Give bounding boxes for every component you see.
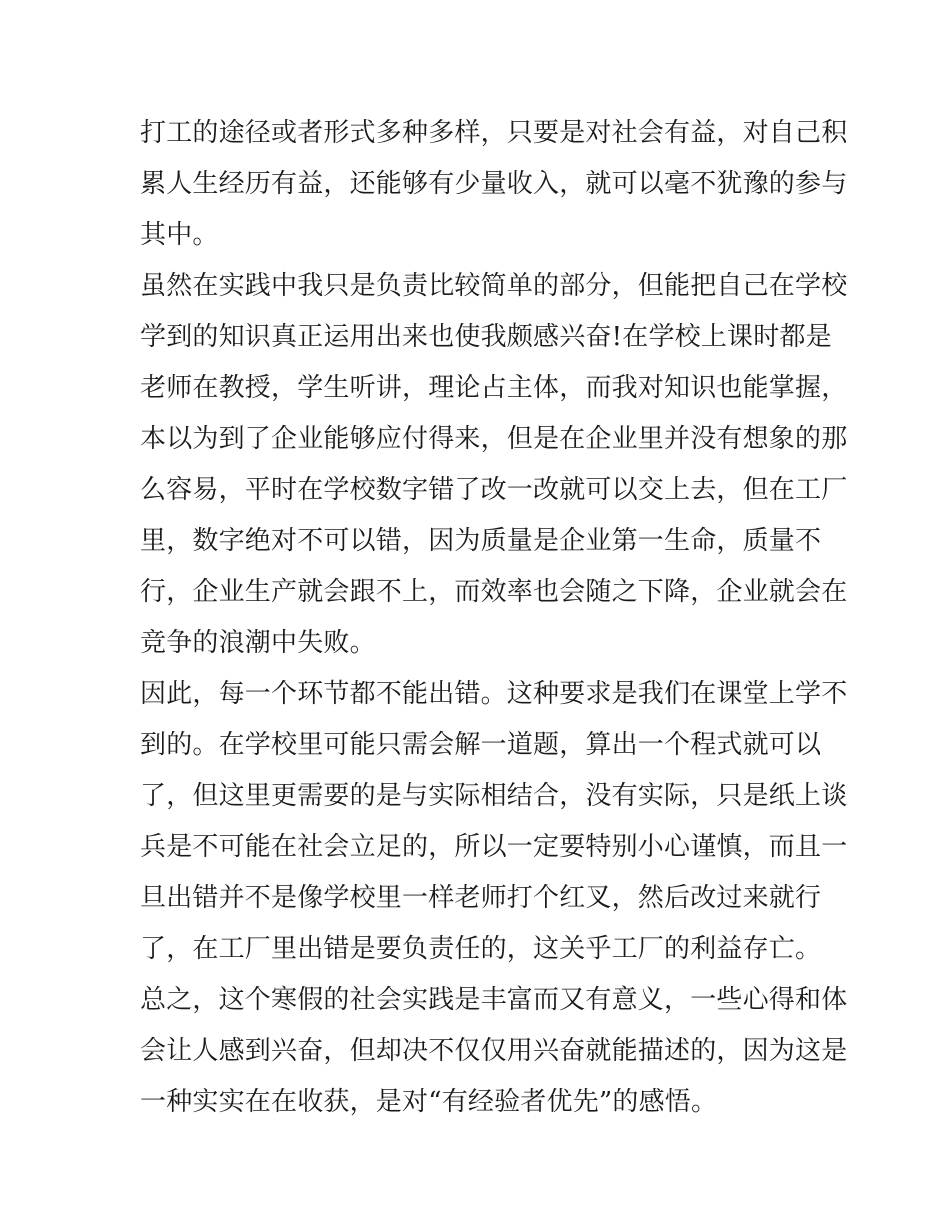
paragraph-4 [140, 975, 848, 1128]
text-line: 里，数字绝对不可以错，因为质量是企业第一生命，质量不 [140, 526, 822, 556]
paragraph-1 [140, 108, 848, 261]
text-line: 了，但这里更需要的是与实际相结合，没有实际，只是纸上谈 [140, 781, 848, 811]
text-line: 会让人感到兴奋，但却决不仅仅用兴奋就能描述的，因为这是 [140, 1036, 848, 1066]
document-body [140, 108, 848, 1128]
paragraph-2 [140, 261, 848, 669]
text-line: 竞争的浪潮中失败。 [140, 628, 376, 658]
text-line: 本以为到了企业能够应付得来，但是在企业里并没有想象的那 [140, 424, 848, 454]
text-line: 总之，这个寒假的社会实践是丰富而又有意义，一些心得和体 [140, 985, 848, 1015]
text-line: 其中。 [140, 220, 219, 250]
text-line: 学到的知识真正运用出来也使我颇感兴奋!在学校上课时都是 [140, 322, 832, 352]
text-line: 打工的途径或者形式多种多样，只要是对社会有益，对自己积 [140, 118, 848, 148]
text-line: 虽然在实践中我只是负责比较简单的部分，但能把自己在学校 [140, 271, 848, 301]
text-line: 因此，每一个环节都不能出错。这种要求是我们在课堂上学不 [140, 679, 848, 709]
text-line: 旦出错并不是像学校里一样老师打个红叉，然后改过来就行 [140, 883, 822, 913]
text-line: 老师在教授，学生听讲，理论占主体，而我对知识也能掌握， [140, 373, 848, 403]
text-line: 么容易，平时在学校数字错了改一改就可以交上去，但在工厂 [140, 475, 848, 505]
text-line: 到的。在学校里可能只需会解一道题，算出一个程式就可以 [140, 730, 822, 760]
text-line: 兵是不可能在社会立足的，所以一定要特别小心谨慎，而且一 [140, 832, 848, 862]
text-line: 行，企业生产就会跟不上，而效率也会随之下降，企业就会在 [140, 577, 848, 607]
text-line: 一种实实在在收获，是对“有经验者优先”的感悟。 [140, 1087, 718, 1117]
text-line: 了，在工厂里出错是要负责任的，这关乎工厂的利益存亡。 [140, 934, 822, 964]
paragraph-3 [140, 669, 848, 975]
text-line: 累人生经历有益，还能够有少量收入，就可以毫不犹豫的参与 [140, 169, 848, 199]
